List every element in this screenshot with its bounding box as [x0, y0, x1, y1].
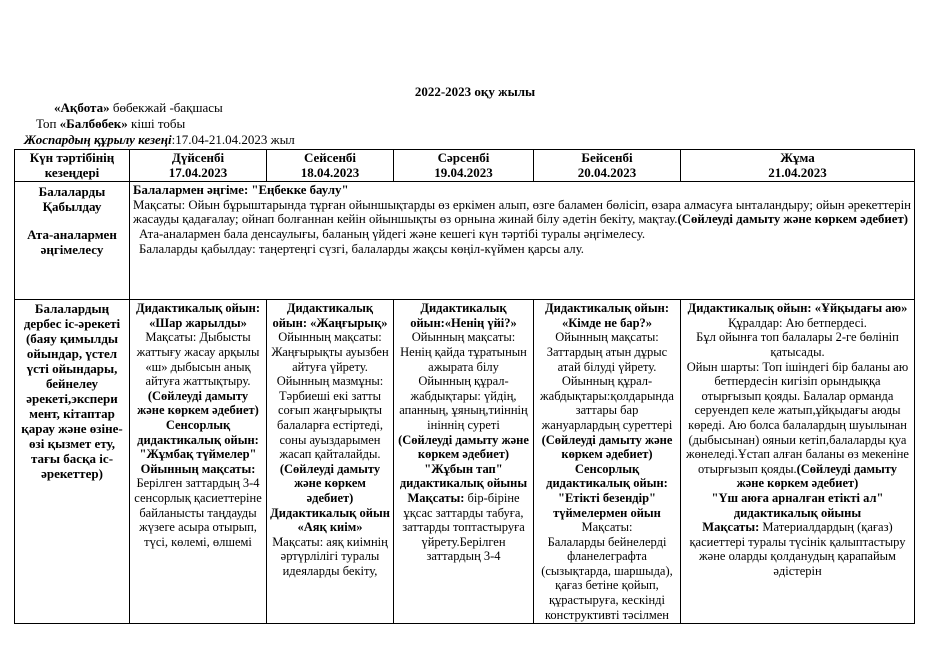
fri-tag: (Сөйлеуді дамыту және көркем әдебиет): [736, 461, 897, 491]
thu-goal2: Балаларды бейнелерді фланелеграфта (сызықтарда, шаршыда), қағаз бетіне қойып, құрастыруға, кескінді конструктивті тәсілмен: [541, 534, 673, 622]
day-header-thu: [534, 150, 681, 182]
thu-tag: (Сөйлеуді дамыту және көркем әдебиет): [541, 432, 673, 462]
activity-thu: [534, 300, 681, 624]
conversation-goal: Мақсаты: Ойын бұрыштарында тұрған ойыншықтарды өз еркімен алып, өзге баламен бөлісіп, өзара алмасуға ынталандыру; ойын әрекеттерін жасауды қадағалау; ойнап болғаннан кейін ойыншықты өз орнына жинай білу әдетін бекіту, мақтау.: [133, 197, 911, 227]
thu-sensor-title: Сенсорлық дидактикалық ойын: "Етікті безендір" түймелермен ойын: [546, 461, 668, 520]
activity-row: [15, 300, 915, 624]
wed-equip: Ойынның құрал-жабдықтары: үйдің, апанның, ұяның,тиіннің ініннің суреті: [399, 374, 528, 432]
fri-title: Дидактикалық ойын: «Ұйқыдағы аю»: [687, 301, 908, 316]
header-row: [15, 150, 915, 182]
routine-header: Күн тәртібінің кезеңдері: [15, 150, 130, 182]
mon-sensor-title: Сенсорлық дидактикалық ойын: "Жұмбақ түймелер": [137, 417, 259, 462]
reception-row: [15, 182, 915, 300]
tue-content: Тәрбиеші екі затты соғып жаңғырықты балаларға естіртеді, соны ауыздарымен жасап қайталайды.: [277, 388, 383, 462]
day-name: Жұма: [780, 150, 815, 165]
reception-text: Балаларды қабылдау: таңертеңгі сүзгі, балаларды жақсы көңіл-күймен қарсы алу.: [139, 241, 585, 256]
reception-label: Балаларды Қабылдау: [38, 184, 106, 214]
mon-tag: (Сөйлеуді дамыту және көркем әдебиет): [137, 388, 259, 418]
tue-title2: Дидактикалық ойын «Аяқ киім»: [270, 505, 390, 535]
group-prefix: Топ: [36, 116, 60, 131]
day-header-fri: [681, 150, 915, 182]
period-line: [24, 132, 295, 148]
thu-goal: Ойынның мақсаты: Заттардың атын дұрыс атай білуді үйрету.: [546, 330, 668, 374]
activity-label: Балалардың дербес іс-әрекеті (баяу қимылды ойындар, үстел үсті ойындары, бейнелеу әрекеті,экспери мент, кітаптар қарау және өзіне-өзі қызмет ету, тағы басқа іс-әрекеттер): [15, 300, 130, 624]
conversation-goal-tag: (Сөйлеуді дамыту және көркем әдебиет): [677, 212, 908, 227]
wed-goal2-label: Мақсаты:: [407, 490, 465, 505]
wed-title: Дидактикалық ойын:«Ненің үйі?»: [410, 301, 517, 330]
wed-goal2: бір-біріне ұқсас заттарды табуға, заттарды топтастыруға үйрету.Берілген заттардың 3-4: [402, 490, 525, 564]
thu-goal-label: Мақсаты:: [581, 520, 633, 535]
fri-tools: Құралдар: Аю бетпердесі.: [728, 315, 867, 330]
mon-goal2: Берілген заттардың 3-4 сенсорлық қасиеттеріне байланысты таңдауды жүзеге асыра отырып, түсі, көлемі, өлшемі: [134, 476, 262, 549]
tue-content-label: Ойынның мазмұны:: [276, 374, 384, 389]
academic-year: 2022-2023 оқу жылы: [414, 84, 536, 99]
wed-goal: Ойынның мақсаты: Ненің қайда тұратынын ажырата білу: [400, 330, 527, 374]
tue-title: Дидактикалық ойын: «Жаңғырық»: [272, 301, 388, 330]
day-date: 17.04.2023: [168, 164, 228, 180]
mon-goal: Мақсаты: Дыбысты жаттығу жасау арқылы «ш» дыбысын анық айтуға жаттықтыру.: [136, 330, 260, 389]
wed-tag: (Сөйлеуді дамыту және көркем әдебиет): [398, 432, 529, 462]
thu-equip: Ойынның құрал-жабдықтары:қолдарында заттары бар жануарлардың суреттері: [540, 374, 674, 432]
group-suffix: кіші тобы: [127, 116, 186, 131]
reception-label-cell: [15, 182, 130, 300]
day-date: 21.04.2023: [768, 164, 827, 180]
day-name: Бейсенбі: [581, 150, 633, 165]
day-name: Сейсенбі: [303, 150, 357, 165]
parents-label: Ата-аналармен әңгімелесу: [27, 227, 117, 257]
parents-text: Ата-аналармен бала денсаулығы, баланың үйдегі және кешегі күн тәртібі туралы әңгімелесу.: [139, 226, 646, 241]
day-header-mon: [130, 150, 267, 182]
wed-title2: "Жұбын тап" дидактикалық ойыны: [399, 461, 528, 491]
day-date: 19.04.2023: [434, 164, 493, 180]
tue-goal: Ойынның мақсаты: Жаңғырықты ауызбен айтуға үйрету.: [271, 330, 389, 374]
reception-content: [130, 182, 915, 300]
fri-goal-label: Мақсаты:: [702, 520, 760, 535]
period-value: :17.04-21.04.2023 жыл: [171, 132, 295, 147]
day-name: Дүйсенбі: [171, 150, 225, 165]
group-name: «Балбөбек»: [59, 116, 128, 131]
kindergarten-line: [54, 100, 223, 116]
fri-goal2: Материалдардың (қағаз) қасиеттері туралы түсінік қалыптастыру және оларды қолданудың қарапайым әдістерін: [689, 520, 906, 578]
activity-tue: [267, 300, 394, 624]
tue-tag: (Сөйлеуді дамыту және көркем әдебиет): [279, 461, 381, 505]
activity-mon: [130, 300, 267, 624]
weekly-plan-table: [14, 149, 915, 624]
mon-goal-label: Ойынның мақсаты:: [140, 461, 256, 476]
conversation-title: Балалармен әңгіме: "Еңбекке баулу": [133, 183, 349, 198]
kindergarten-suffix: бөбекжай -бақшасы: [109, 100, 223, 115]
day-header-wed: [394, 150, 534, 182]
fri-rules: Ойын шарты: Топ ішіндегі бір баланы аю бетпердесін кигізіп орындыққа отырғызып қояды. Балалар орманда серуендеп келе жатып,ұйқыдағы аюды көреді. Аю болса балалардың шуылынан (дыбысынан) ояныи кетіп,балаларды қуа жөнеледі.Ұстап алған баланы өз мекеніне отырғызып қояды.: [686, 359, 909, 476]
activity-fri: [681, 300, 915, 624]
period-label: Жоспардың құрылу кезеңі: [24, 132, 172, 147]
day-header-tue: [267, 150, 394, 182]
day-name: Сәрсенбі: [437, 150, 490, 165]
fri-title2: "Үш аюға арналған етікті ал" дидактикалық ойыны: [711, 490, 884, 520]
day-date: 18.04.2023: [300, 164, 360, 180]
fri-participants: Бұл ойынға топ балалары 2-ге бөлініп қатысады.: [696, 330, 899, 359]
group-line: [36, 116, 185, 132]
tue-goal2: Мақсаты: аяқ киімнің әртүрлілігі туралы идеяларды бекіту,: [272, 534, 388, 578]
kindergarten-name: «Ақбота»: [54, 100, 110, 115]
day-date: 20.04.2023: [577, 164, 637, 180]
mon-title: Дидактикалық ойын: «Шар жарылды»: [136, 301, 260, 330]
thu-title: Дидактикалық ойын: «Кімде не бар?»: [545, 301, 669, 330]
activity-wed: [394, 300, 534, 624]
